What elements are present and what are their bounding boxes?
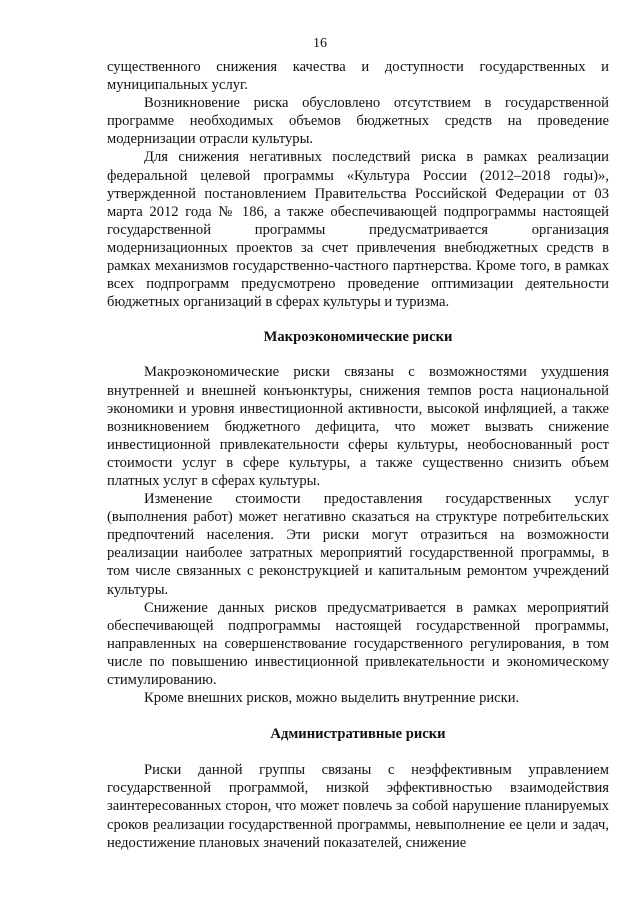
- paragraph: Риски данной группы связаны с неэффективным управлением государственной программой, низкой эффективностью взаимодействия заинтересованных сторон, что может повлечь за собой нарушение планируемых сроков реализации государственной программы, невыполнение ее цели и задач, недостижение плановых значений показателей, снижение: [107, 762, 609, 851]
- document-body: [107, 58, 609, 852]
- paragraph: Кроме внешних рисков, можно выделить внутренние риски.: [144, 690, 520, 707]
- section-heading-administrative-risks: Административные риски: [270, 726, 446, 743]
- paragraph: Возникновение риска обусловлено отсутствием в государственной программе необходимых объемов бюджетных средств на проведение модернизации отрасли культуры.: [107, 95, 609, 148]
- paragraph: Макроэкономические риски связаны с возможностями ухудшения внутренней и внешней конъюнктуры, снижения темпов роста национальной экономики и уровня инвестиционной активности, высокой инфляцией, а также возникновением бюджетного дефицита, что может вызвать снижение инвестиционной привлекательности сферы культуры, необоснованный рост стоимости услуг в сфере культуры, а также существенно снизить объем платных услуг в сферах культуры.: [107, 364, 609, 489]
- paragraph: Снижение данных рисков предусматривается в рамках мероприятий обеспечивающей подпрограммы настоящей государственной программы, направленных на совершенствование государственного регулирования, в том числе по повышению инвестиционной привлекательности и экономическому стимулированию.: [107, 599, 609, 688]
- paragraph: Для снижения негативных последствий риска в рамках реализации федеральной целевой программы «Культура России (2012–2018 годы)», утвержденной постановлением Правительства Российской Федерации от 03 марта 2012 года № 186, а также обеспечивающей подпрограммы настоящей государственной программы предусматривается организация модернизационных проектов за счет привлечения внебюджетных средств в рамках механизмов государственно-частного партнерства. Кроме того, в рамках всех подпрограмм предусмотрено проведение оптимизации деятельности бюджетных организаций в сферах культуры и туризма.: [107, 149, 609, 311]
- page-number: 16: [313, 36, 327, 51]
- section-heading-macroeconomic-risks: Макроэкономические риски: [263, 329, 453, 346]
- paragraph: Изменение стоимости предоставления государственных услуг (выполнения работ) может негативно сказаться на структуре потребительских предпочтений населения. Эти риски могут отразиться на возможности реализации наиболее затратных мероприятий государственной программы, в том числе связанных с реконструкцией и капитальным ремонтом учреждений культуры.: [107, 491, 609, 598]
- paragraph-continuation: существенного снижения качества и доступности государственных и муниципальных услуг.: [107, 59, 609, 94]
